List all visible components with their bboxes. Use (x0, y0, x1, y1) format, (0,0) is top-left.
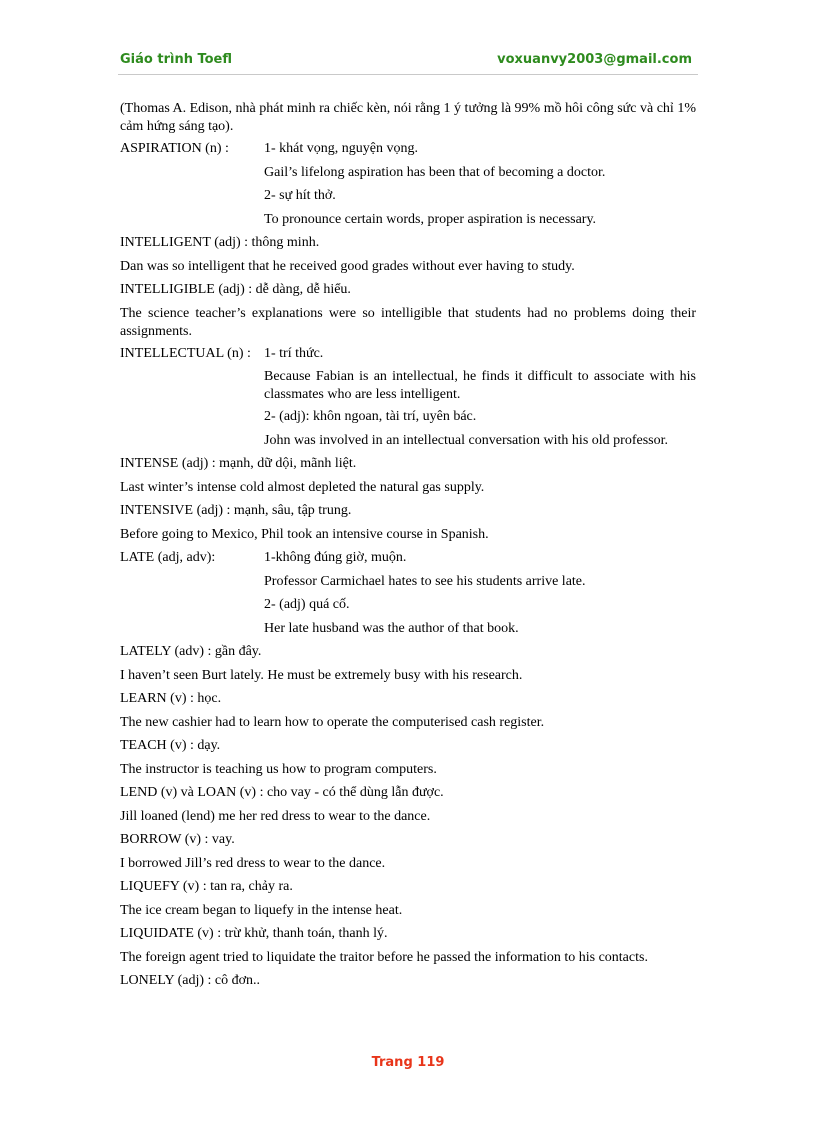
example-sentence: Professor Carmichael hates to see his students arrive late. (264, 573, 586, 589)
example-sentence: Jill loaned (lend) me her red dress to wear to the dance. (120, 808, 431, 824)
example-sentence: Last winter’s intense cold almost depleted the natural gas supply. (120, 479, 485, 495)
entry-lonely: LONELY (adj) : cô đơn.. (120, 973, 260, 988)
term-label: ASPIRATION (n) : (120, 141, 229, 156)
example-sentence: The instructor is teaching us how to program computers. (120, 761, 437, 777)
example-sentence: Because Fabian is an intellectual, he finds it difficult to associate with his classmates who are less intelligent. (264, 369, 696, 402)
example-sentence: The new cashier had to learn how to operate the computerised cash register. (120, 714, 545, 730)
term-label: INTELLECTUAL (n) : (120, 345, 251, 361)
definition-text: 2- sự hít thở. (264, 188, 336, 203)
example-sentence: I borrowed Jill’s red dress to wear to the dance. (120, 855, 386, 871)
entry-intelligible: INTELLIGIBLE (adj) : dễ dàng, dễ hiểu. (120, 282, 351, 297)
example-sentence: The science teacher’s explanations were so intelligible that students had no problems doing their assignments. (120, 305, 696, 339)
example-sentence: Her late husband was the author of that book. (264, 620, 519, 636)
entry-lately: LATELY (adv) : gần đây. (120, 644, 262, 659)
page-number: Trang 119 (371, 1055, 445, 1070)
example-sentence: John was involved in an intellectual conversation with his old professor. (264, 432, 668, 448)
entry-aspiration (120, 140, 696, 158)
example-sentence: To pronounce certain words, proper aspiration is necessary. (264, 211, 597, 227)
document-body (120, 100, 696, 996)
definition-text: 2- (adj): khôn ngoan, tài trí, uyên bác. (264, 409, 477, 424)
intro-paragraph: (Thomas A. Edison, nhà phát minh ra chiếc kèn, nói rằng 1 ý tưởng là 99% mồ hôi công sức và chỉ 1% cảm hứng sáng tạo). (120, 101, 696, 134)
header-title: Giáo trình Toefl (120, 52, 232, 67)
definition-text: 1- khát vọng, nguyện vọng. (264, 141, 418, 156)
definition-text: 1-không đúng giờ, muộn. (264, 550, 407, 565)
entry-late (120, 549, 696, 567)
example-sentence: I haven’t seen Burt lately. He must be extremely busy with his research. (120, 667, 523, 683)
entry-teach: TEACH (v) : dạy. (120, 738, 221, 753)
term-label: LATE (adj, adv): (120, 550, 216, 565)
definition-text: 1- trí thức. (264, 345, 324, 361)
entry-learn: LEARN (v) : học. (120, 691, 222, 706)
example-sentence: Dan was so intelligent that he received good grades without ever having to study. (120, 258, 575, 274)
entry-liquefy: LIQUEFY (v) : tan ra, chảy ra. (120, 879, 293, 894)
example-sentence: The foreign agent tried to liquidate the traitor before he passed the information to his contacts. (120, 949, 648, 965)
example-sentence: Before going to Mexico, Phil took an intensive course in Spanish. (120, 526, 489, 542)
entry-borrow: BORROW (v) : vay. (120, 832, 235, 847)
entry-intense: INTENSE (adj) : mạnh, dữ dội, mãnh liệt. (120, 456, 357, 471)
entry-intellectual (120, 345, 696, 363)
entry-liquidate: LIQUIDATE (v) : trừ khử, thanh toán, thanh lý. (120, 926, 388, 941)
example-sentence: Gail’s lifelong aspiration has been that of becoming a doctor. (264, 164, 606, 180)
header-email: voxuanvy2003@gmail.com (497, 52, 692, 67)
entry-intelligent: INTELLIGENT (adj) : thông minh. (120, 235, 320, 250)
definition-text: 2- (adj) quá cố. (264, 597, 350, 612)
example-sentence: The ice cream began to liquefy in the intense heat. (120, 902, 403, 918)
entry-lend: LEND (v) và LOAN (v) : cho vay - có thể dùng lẫn được. (120, 785, 444, 800)
header-divider (118, 74, 698, 75)
entry-intensive: INTENSIVE (adj) : mạnh, sâu, tập trung. (120, 503, 352, 518)
